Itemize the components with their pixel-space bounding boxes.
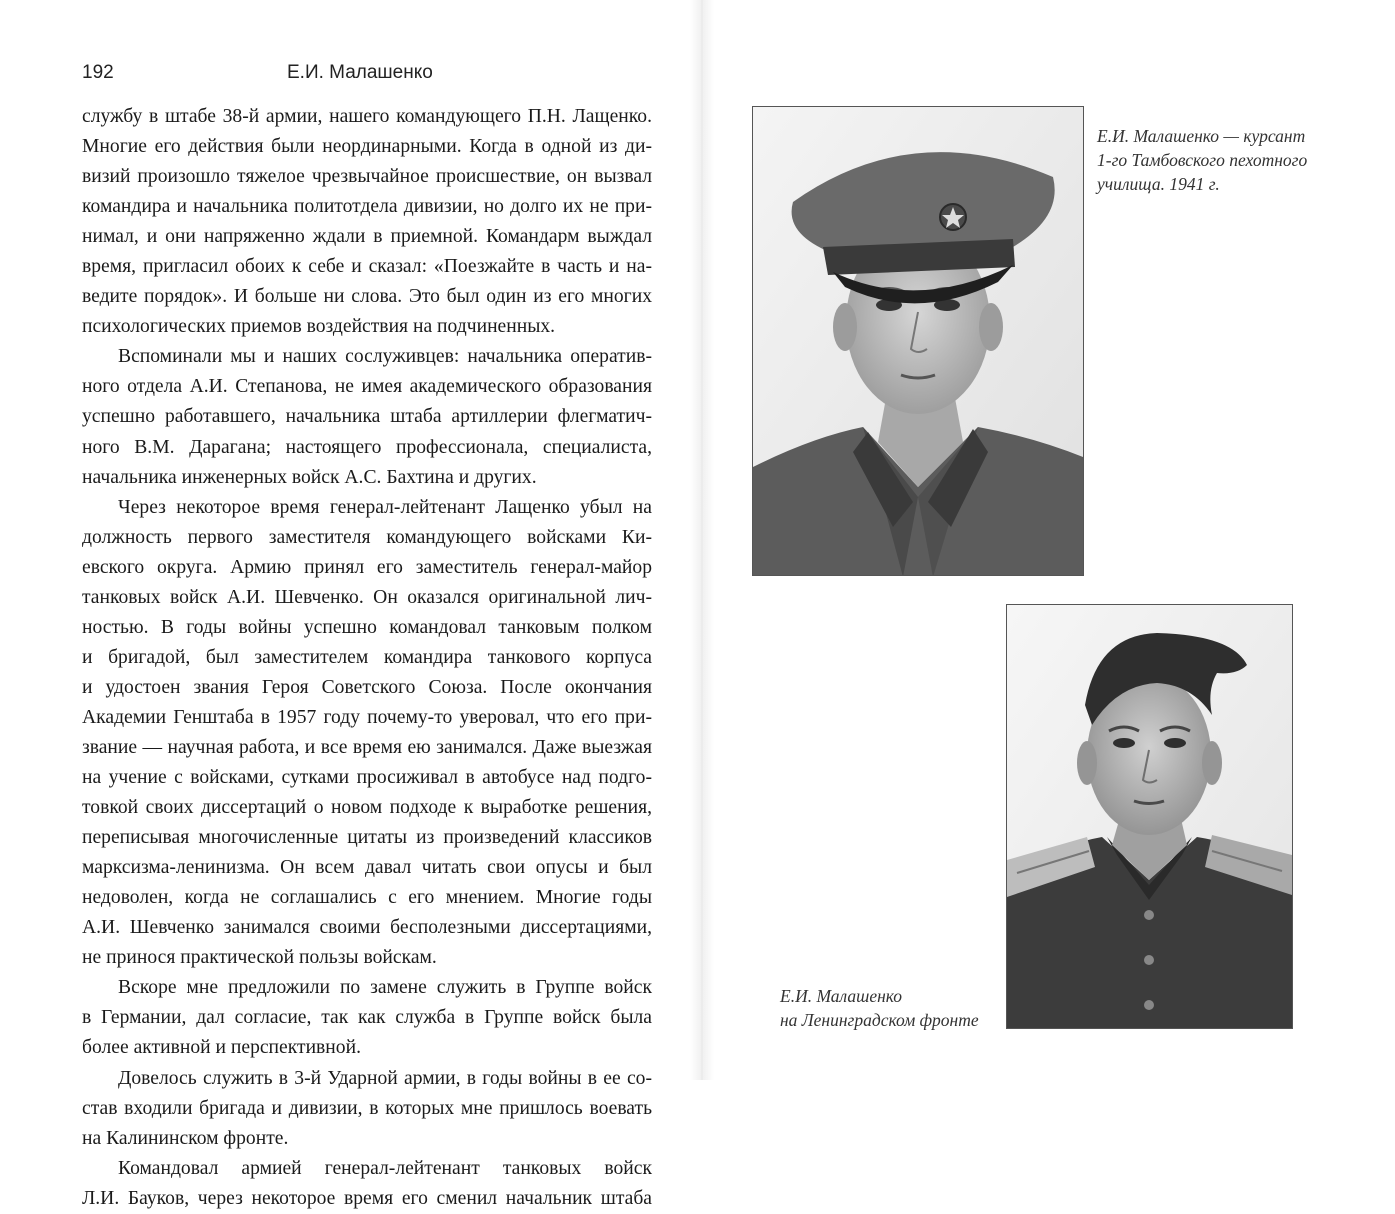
body-line: в Германии, дал согласие, так как служба в Группе войск была: [82, 1007, 652, 1029]
body-line: командира и начальника политотдела дивизии, но долго их не при-: [82, 196, 652, 218]
body-line: марксизма-ленинизма. Он всем давал читать свои опусы и был: [82, 857, 652, 879]
body-line: службу в штабе 38-й армии, нашего командующего П.Н. Лащенко.: [82, 106, 652, 127]
caption-line: Е.И. Малашенко: [780, 986, 903, 1006]
body-line: товкой своих диссертаций о новом подходе к выработке решения,: [82, 797, 652, 819]
cadet-portrait-image: [753, 107, 1083, 575]
officer-portrait-image: [1007, 605, 1292, 1028]
body-line: успешно работавшего, начальника штаба артиллерии флегматич-: [82, 406, 652, 428]
photo-cadet-portrait: [752, 106, 1084, 576]
caption-line: училища. 1941 г.: [1097, 174, 1220, 194]
photo-officer-portrait: [1006, 604, 1293, 1029]
body-line: не принося практической пользы войскам.: [82, 947, 437, 969]
caption-officer-photo: [780, 984, 979, 1032]
body-line: став входили бригада и дивизии, в которых мне пришлось воевать: [82, 1097, 652, 1119]
body-line: Многие его действия были неординарными. Когда в одной из ди-: [82, 136, 652, 158]
body-line: начальника инженерных войск А.С. Бахтина и других.: [82, 466, 537, 488]
body-line: нимал, и они напряженно ждали в приемной. Командарм выждал: [82, 226, 652, 248]
body-line: Командовал армией генерал-лейтенант танковых войск: [118, 1157, 652, 1179]
body-line: ного отдела А.И. Степанова, не имея академического образования: [82, 376, 652, 398]
body-line: Через некоторое время генерал-лейтенант Лащенко убыл на: [118, 496, 652, 518]
caption-line: на Ленинградском фронте: [780, 1010, 979, 1030]
body-line: танковых войск А.И. Шевченко. Он оказался оригинальной лич-: [82, 586, 652, 608]
body-line: на учение с войсками, сутками просиживал в автобусе над подго-: [82, 767, 652, 789]
body-line: Вскоре мне предложили по замене служить в Группе войск: [118, 977, 652, 999]
body-line: и бригадой, был заместителем командира танкового корпуса: [82, 646, 652, 668]
body-line: на Калининском фронте.: [82, 1127, 289, 1149]
body-line: более активной и перспективной.: [82, 1037, 361, 1059]
page-number: 192: [82, 62, 114, 83]
caption-cadet-photo: [1097, 124, 1307, 196]
book-gutter: [690, 0, 714, 1080]
body-line: психологических приемов воздействия на подчиненных.: [82, 316, 556, 338]
body-line: ного В.М. Дарагана; настоящего профессионала, специалиста,: [82, 436, 652, 458]
body-line: должность первого заместителя командующего войсками Ки-: [82, 526, 652, 548]
caption-line: Е.И. Малашенко — курсант: [1097, 126, 1306, 146]
body-line: переписывая многочисленные цитаты из произведений классиков: [82, 827, 652, 849]
body-line: Вспоминали мы и наших сослуживцев: начальника оператив-: [118, 346, 652, 368]
body-line: А.И. Шевченко занимался своими бесполезными диссертациями,: [82, 917, 652, 939]
body-line: визий произошло тяжелое чрезвычайное происшествие, он вызвал: [82, 166, 652, 188]
body-line: время, пригласил обоих к себе и сказал: «Поезжайте в часть и на-: [82, 256, 652, 278]
body-line: Академии Генштаба в 1957 году почему-то уверовал, что его при-: [82, 706, 652, 728]
body-text: [82, 102, 652, 1214]
running-title: Е.И. Малашенко: [287, 62, 433, 83]
body-line: ведите порядок». И больше ни слова. Это был один из его многих: [82, 286, 652, 308]
body-line: недоволен, когда не соглашались с его мнением. Многие годы: [82, 887, 652, 909]
body-line: звание — научная работа, и все время ею занимался. Даже выезжая: [82, 736, 652, 758]
body-line: Л.И. Бауков, через некоторое время его сменил начальник штаба: [82, 1187, 652, 1209]
body-line: евского округа. Армию принял его заместитель генерал-майор: [82, 556, 652, 578]
body-line: и удостоен звания Героя Советского Союза. После окончания: [82, 676, 652, 698]
caption-line: 1-го Тамбовского пехотного: [1097, 150, 1308, 170]
body-line: Довелось служить в 3-й Ударной армии, в годы войны в ее со-: [118, 1067, 652, 1089]
body-line: ностью. В годы войны успешно командовал танковым полком: [82, 616, 652, 638]
